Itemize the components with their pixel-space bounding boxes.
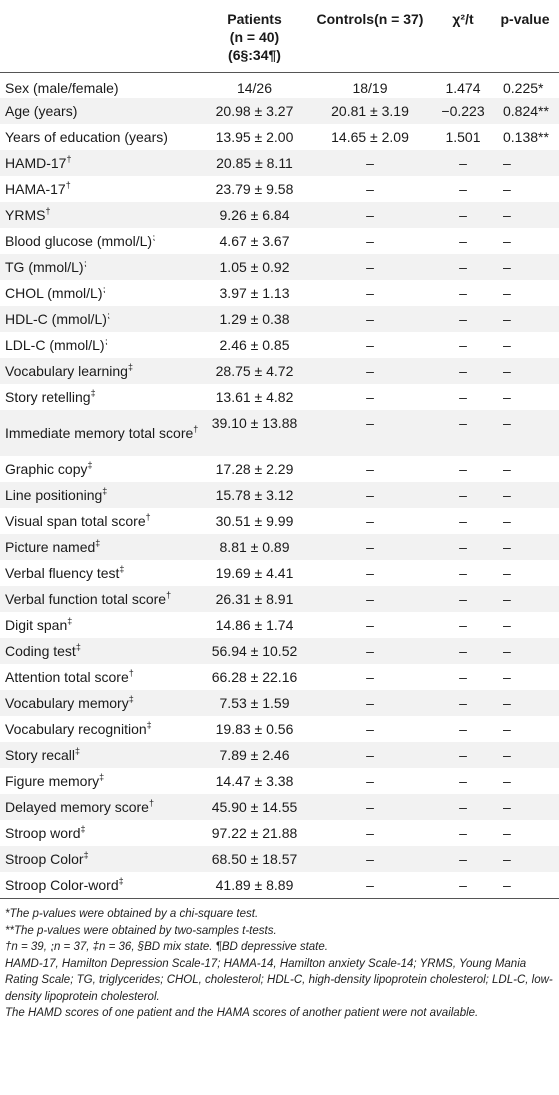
table-row <box>0 306 559 332</box>
header-patients-line3: (6§:34¶) <box>228 47 281 63</box>
row-label-text: YRMS <box>5 207 46 223</box>
cell-pvalue: – <box>491 358 559 384</box>
row-label-text: Vocabulary learning <box>5 363 128 379</box>
row-label <box>0 716 204 742</box>
table-body <box>0 72 559 898</box>
row-label <box>0 332 204 358</box>
row-footnote-mark: ‡ <box>75 746 81 756</box>
cell-pvalue: – <box>491 384 559 410</box>
row-footnote-mark: † <box>193 423 199 434</box>
cell-controls: 14.65 ± 2.09 <box>305 124 435 150</box>
cell-stat: – <box>435 508 491 534</box>
row-footnote-mark: ‡ <box>95 538 101 548</box>
row-label-text: Immediate memory total score <box>5 424 194 441</box>
row-label <box>0 254 204 280</box>
row-label <box>0 176 204 202</box>
cell-pvalue: – <box>491 742 559 768</box>
row-label-text: Stroop word <box>5 825 81 841</box>
row-label <box>0 228 204 254</box>
row-label <box>0 410 204 456</box>
cell-patients: 13.61 ± 4.82 <box>204 384 305 410</box>
cell-pvalue: – <box>491 638 559 664</box>
cell-stat: – <box>435 768 491 794</box>
cell-pvalue: – <box>491 410 559 456</box>
table-row <box>0 508 559 534</box>
row-footnote-mark: ‡ <box>90 388 96 398</box>
row-label-text: Verbal fluency test <box>5 565 120 581</box>
cell-stat: – <box>435 820 491 846</box>
cell-patients: 39.10 ± 13.88 <box>204 410 305 456</box>
row-label <box>0 358 204 384</box>
cell-patients: 23.79 ± 9.58 <box>204 176 305 202</box>
row-label-text: Line positioning <box>5 487 103 503</box>
row-label <box>0 768 204 794</box>
cell-controls: – <box>305 742 435 768</box>
table-row <box>0 820 559 846</box>
table-row <box>0 280 559 306</box>
cell-stat: – <box>435 306 491 332</box>
cell-pvalue: – <box>491 202 559 228</box>
cell-controls: – <box>305 482 435 508</box>
row-label <box>0 482 204 508</box>
cell-stat: – <box>435 456 491 482</box>
cell-controls: – <box>305 534 435 560</box>
cell-stat: – <box>435 690 491 716</box>
row-label <box>0 586 204 612</box>
row-footnote-mark: † <box>166 590 172 600</box>
table-row <box>0 456 559 482</box>
cell-controls: – <box>305 508 435 534</box>
cell-patients: 20.85 ± 8.11 <box>204 150 305 176</box>
row-footnote-mark: ⁏ <box>83 258 87 268</box>
cell-stat: – <box>435 560 491 586</box>
cell-pvalue: – <box>491 508 559 534</box>
row-footnote-mark: ‡ <box>75 642 81 652</box>
cell-controls: 18/19 <box>305 72 435 98</box>
row-label-text: Story recall <box>5 747 76 763</box>
footnote: *The p-values were obtained by a chi-square test. <box>5 908 259 920</box>
cell-patients: 13.95 ± 2.00 <box>204 124 305 150</box>
row-footnote-mark: ‡ <box>119 564 125 574</box>
row-footnote-mark: ‡ <box>102 486 108 496</box>
header-patients <box>204 0 305 72</box>
header-patients-line1: Patients <box>227 11 282 27</box>
cell-patients: 17.28 ± 2.29 <box>204 456 305 482</box>
cell-pvalue: – <box>491 768 559 794</box>
row-footnote-mark: ⁏ <box>102 284 106 294</box>
footnote: HAMD-17, Hamilton Depression Scale-17; HAMA-14, Hamilton anxiety Scale-14; YRMS, Young Mania Rating Scale; TG, triglycerides; CHOL, cholesterol; HDL-C, high-density lipoprotein cholesterol; LDL-C, low-density lipoprotein cholesterol. <box>5 957 553 1003</box>
cell-pvalue: – <box>491 254 559 280</box>
cell-controls: – <box>305 332 435 358</box>
table-row <box>0 202 559 228</box>
table-row <box>0 150 559 176</box>
table-row <box>0 794 559 820</box>
cell-patients: 41.89 ± 8.89 <box>204 872 305 898</box>
cell-controls: – <box>305 820 435 846</box>
cell-stat: – <box>435 846 491 872</box>
row-label <box>0 612 204 638</box>
cell-patients: 20.98 ± 3.27 <box>204 98 305 124</box>
cell-controls: – <box>305 384 435 410</box>
cell-patients: 7.89 ± 2.46 <box>204 742 305 768</box>
cell-stat: – <box>435 332 491 358</box>
cell-controls: – <box>305 586 435 612</box>
cell-stat: – <box>435 176 491 202</box>
row-footnote-mark: ⁏ <box>152 232 156 242</box>
cell-controls: – <box>305 612 435 638</box>
row-label-text: Sex (male/female) <box>5 80 119 97</box>
cell-controls: – <box>305 176 435 202</box>
cell-patients: 1.05 ± 0.92 <box>204 254 305 280</box>
cell-patients: 19.83 ± 0.56 <box>204 716 305 742</box>
header-patients-line2: (n = 40) <box>229 29 280 45</box>
row-label <box>0 280 204 306</box>
cell-pvalue: 0.824** <box>491 98 559 124</box>
row-label <box>0 560 204 586</box>
cell-stat: – <box>435 534 491 560</box>
table-row <box>0 124 559 150</box>
row-label-text: Vocabulary memory <box>5 695 129 711</box>
row-label-text: Stroop Color <box>5 851 84 867</box>
cell-stat: – <box>435 586 491 612</box>
cell-controls: – <box>305 690 435 716</box>
row-footnote-mark: † <box>145 512 151 522</box>
row-footnote-mark: † <box>45 206 51 216</box>
row-footnote-mark: ‡ <box>99 772 105 782</box>
row-footnote-mark: ⁏ <box>106 310 110 320</box>
cell-controls: – <box>305 664 435 690</box>
cell-pvalue: – <box>491 872 559 898</box>
cell-pvalue: 0.138** <box>491 124 559 150</box>
cell-pvalue: – <box>491 306 559 332</box>
cell-stat: – <box>435 482 491 508</box>
cell-stat: – <box>435 228 491 254</box>
cell-stat: – <box>435 742 491 768</box>
cell-patients: 45.90 ± 14.55 <box>204 794 305 820</box>
cell-patients: 56.94 ± 10.52 <box>204 638 305 664</box>
cell-pvalue: – <box>491 586 559 612</box>
table-row <box>0 410 559 456</box>
table-row <box>0 358 559 384</box>
cell-patients: 3.97 ± 1.13 <box>204 280 305 306</box>
header-stat: χ²/t <box>435 0 491 72</box>
table-row <box>0 482 559 508</box>
row-label <box>0 846 204 872</box>
row-label <box>0 534 204 560</box>
row-footnote-mark: ‡ <box>127 362 133 372</box>
cell-controls: 20.81 ± 3.19 <box>305 98 435 124</box>
row-label-text: Delayed memory score <box>5 799 149 815</box>
row-label-text: Attention total score <box>5 669 129 685</box>
cell-pvalue: – <box>491 664 559 690</box>
cell-controls: – <box>305 456 435 482</box>
table-row <box>0 846 559 872</box>
row-label-text: Stroop Color-word <box>5 876 119 893</box>
row-footnote-mark: † <box>66 154 72 164</box>
cell-patients: 8.81 ± 0.89 <box>204 534 305 560</box>
cell-pvalue: – <box>491 612 559 638</box>
cell-patients: 9.26 ± 6.84 <box>204 202 305 228</box>
cell-stat: – <box>435 410 491 456</box>
cell-patients: 30.51 ± 9.99 <box>204 508 305 534</box>
cell-stat: 1.474 <box>435 72 491 98</box>
cell-pvalue: – <box>491 690 559 716</box>
row-label <box>0 820 204 846</box>
cell-pvalue: – <box>491 176 559 202</box>
row-label <box>0 384 204 410</box>
table-row <box>0 586 559 612</box>
row-label <box>0 872 204 898</box>
table-row <box>0 664 559 690</box>
cell-pvalue: – <box>491 228 559 254</box>
cell-stat: 1.501 <box>435 124 491 150</box>
cell-patients: 7.53 ± 1.59 <box>204 690 305 716</box>
table-row <box>0 254 559 280</box>
row-label <box>0 72 204 98</box>
row-label <box>0 306 204 332</box>
cell-stat: – <box>435 280 491 306</box>
cell-controls: – <box>305 560 435 586</box>
cell-patients: 66.28 ± 22.16 <box>204 664 305 690</box>
cell-pvalue: 0.225* <box>491 72 559 98</box>
row-label-text: HDL-C (mmol/L) <box>5 311 107 327</box>
row-label-text: Visual span total score <box>5 513 146 529</box>
table-row <box>0 768 559 794</box>
table-row <box>0 560 559 586</box>
row-label-text: HAMD-17 <box>5 155 67 171</box>
cell-controls: – <box>305 150 435 176</box>
cell-controls: – <box>305 638 435 664</box>
cell-patients: 68.50 ± 18.57 <box>204 846 305 872</box>
header-empty <box>0 0 204 72</box>
cell-pvalue: – <box>491 150 559 176</box>
cell-pvalue: – <box>491 560 559 586</box>
table-row <box>0 638 559 664</box>
row-label-text: Digit span <box>5 617 68 633</box>
row-footnote-mark: ‡ <box>83 850 89 860</box>
row-label <box>0 638 204 664</box>
cell-stat: −0.223 <box>435 98 491 124</box>
row-label-text: Age (years) <box>5 103 78 119</box>
cell-stat: – <box>435 664 491 690</box>
cell-controls: – <box>305 794 435 820</box>
row-label <box>0 664 204 690</box>
row-footnote-mark: ‡ <box>118 875 124 886</box>
row-footnote-mark: ‡ <box>146 720 152 730</box>
cell-pvalue: – <box>491 820 559 846</box>
table-row <box>0 716 559 742</box>
cell-stat: – <box>435 358 491 384</box>
cell-patients: 2.46 ± 0.85 <box>204 332 305 358</box>
footnotes <box>5 906 555 1022</box>
row-label <box>0 690 204 716</box>
cell-controls: – <box>305 280 435 306</box>
header-controls: Controls(n = 37) <box>305 0 435 72</box>
table-row <box>0 176 559 202</box>
row-label-text: Blood glucose (mmol/L) <box>5 233 153 249</box>
row-label <box>0 508 204 534</box>
table-row <box>0 72 559 98</box>
row-label-text: Coding test <box>5 643 76 659</box>
row-label-text: CHOL (mmol/L) <box>5 285 103 301</box>
row-label-text: TG (mmol/L) <box>5 259 84 275</box>
row-footnote-mark: ‡ <box>67 616 73 626</box>
cell-stat: – <box>435 638 491 664</box>
cell-pvalue: – <box>491 482 559 508</box>
cell-controls: – <box>305 228 435 254</box>
row-label <box>0 150 204 176</box>
cell-patients: 97.22 ± 21.88 <box>204 820 305 846</box>
cell-controls: – <box>305 254 435 280</box>
row-footnote-mark: ⁏ <box>104 336 108 346</box>
cell-patients: 1.29 ± 0.38 <box>204 306 305 332</box>
table-row <box>0 98 559 124</box>
cell-stat: – <box>435 150 491 176</box>
cell-controls: – <box>305 768 435 794</box>
cell-stat: – <box>435 612 491 638</box>
row-footnote-mark: ‡ <box>87 460 93 470</box>
row-label-text: LDL-C (mmol/L) <box>5 337 105 353</box>
cell-stat: – <box>435 716 491 742</box>
cell-patients: 14.86 ± 1.74 <box>204 612 305 638</box>
cell-stat: – <box>435 202 491 228</box>
cell-pvalue: – <box>491 716 559 742</box>
cell-pvalue: – <box>491 846 559 872</box>
row-footnote-mark: ‡ <box>80 824 86 834</box>
table-row <box>0 228 559 254</box>
cell-patients: 28.75 ± 4.72 <box>204 358 305 384</box>
cell-controls: – <box>305 716 435 742</box>
table-row <box>0 534 559 560</box>
footnote: **The p-values were obtained by two-samples t-tests. <box>5 924 277 937</box>
cell-controls: – <box>305 358 435 384</box>
cell-pvalue: – <box>491 280 559 306</box>
table-row <box>0 384 559 410</box>
row-label-text: Vocabulary recognition <box>5 721 147 737</box>
row-label-text: Figure memory <box>5 773 100 789</box>
cell-patients: 14.47 ± 3.38 <box>204 768 305 794</box>
footnote: The HAMD scores of one patient and the HAMA scores of another patient were not available. <box>5 1007 479 1019</box>
cell-stat: – <box>435 794 491 820</box>
row-label <box>0 98 204 124</box>
table-header <box>0 0 559 72</box>
footnote: †n = 39, ⁏n = 37, ‡n = 36, §BD mix state. ¶BD depressive state. <box>5 941 328 953</box>
row-footnote-mark: † <box>148 798 154 808</box>
table-row <box>0 690 559 716</box>
row-label <box>0 456 204 482</box>
row-label-text: HAMA-17 <box>5 181 66 197</box>
cell-controls: – <box>305 872 435 898</box>
cell-patients: 4.67 ± 3.67 <box>204 228 305 254</box>
header-pvalue: p-value <box>491 0 559 72</box>
cell-pvalue: – <box>491 534 559 560</box>
cell-stat: – <box>435 872 491 898</box>
row-label-text: Picture named <box>5 539 96 555</box>
row-label <box>0 742 204 768</box>
cell-stat: – <box>435 254 491 280</box>
row-footnote-mark: † <box>65 180 71 190</box>
cell-patients: 14/26 <box>204 72 305 98</box>
cell-stat: – <box>435 384 491 410</box>
cell-controls: – <box>305 306 435 332</box>
row-label <box>0 202 204 228</box>
table-row <box>0 332 559 358</box>
row-label-text: Graphic copy <box>5 461 88 477</box>
cell-pvalue: – <box>491 332 559 358</box>
cell-pvalue: – <box>491 794 559 820</box>
row-label-text: Verbal function total score <box>5 591 167 607</box>
row-footnote-mark: † <box>128 668 134 678</box>
cell-pvalue: – <box>491 456 559 482</box>
cell-controls: – <box>305 846 435 872</box>
cell-controls: – <box>305 202 435 228</box>
cell-controls: – <box>305 410 435 456</box>
table-row <box>0 742 559 768</box>
row-label <box>0 124 204 150</box>
table-row <box>0 612 559 638</box>
row-footnote-mark: ‡ <box>128 694 134 704</box>
row-label-text: Story retelling <box>5 389 91 405</box>
table-row <box>0 872 559 898</box>
cell-patients: 19.69 ± 4.41 <box>204 560 305 586</box>
row-label-text: Years of education (years) <box>5 129 168 145</box>
cell-patients: 15.78 ± 3.12 <box>204 482 305 508</box>
cell-patients: 26.31 ± 8.91 <box>204 586 305 612</box>
row-label <box>0 794 204 820</box>
